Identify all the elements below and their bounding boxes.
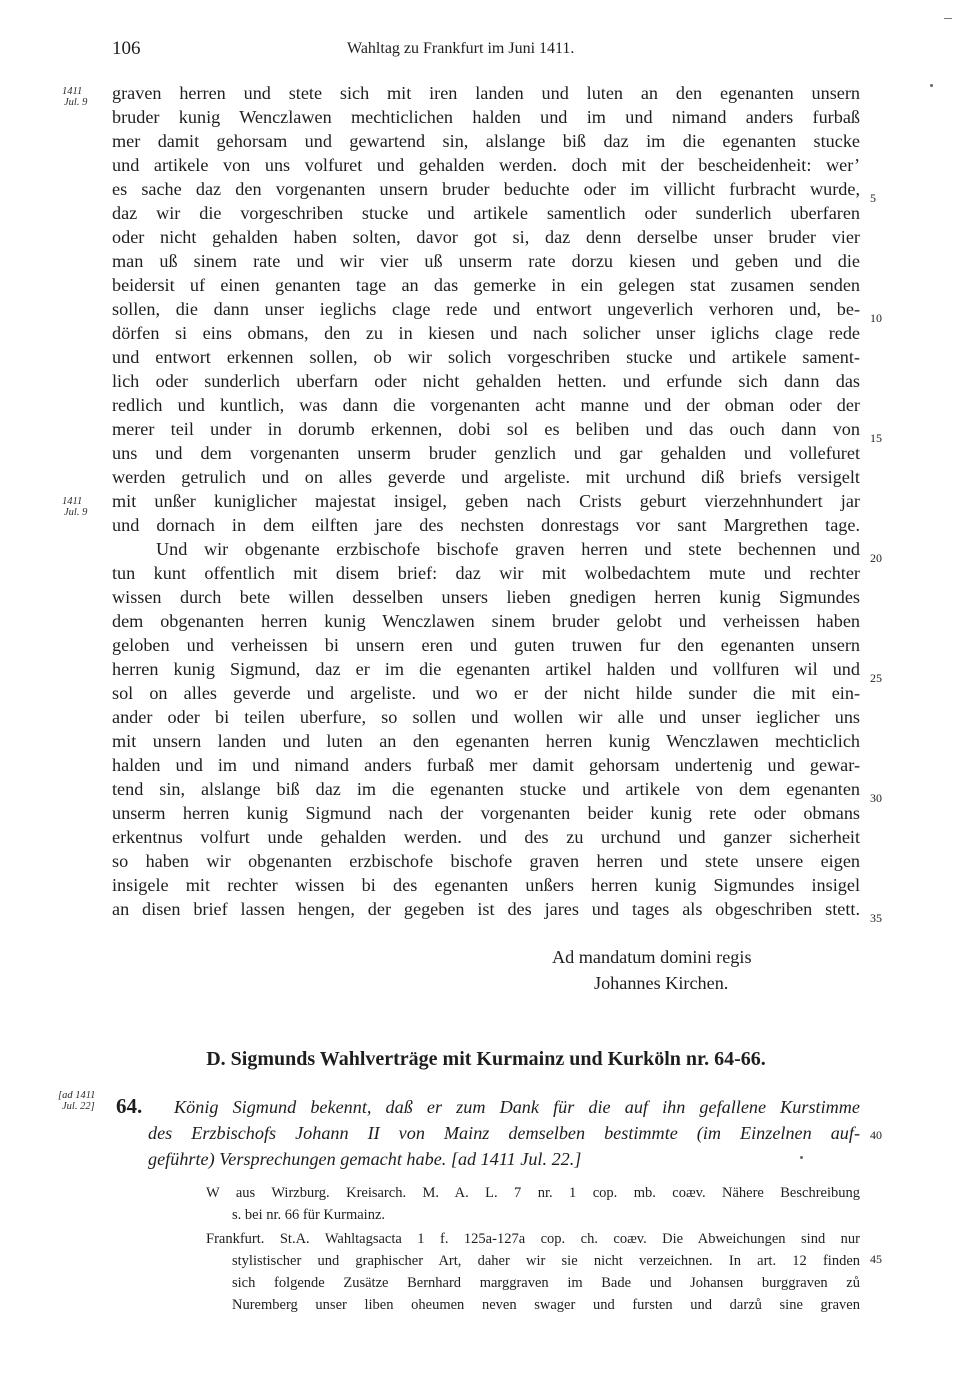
margin-date-year: 1411 [62,86,83,97]
running-head: Wahltag zu Frankfurt im Juni 1411. [347,40,575,57]
text-line: lich oder sunderlich uberfarn oder nicht gehalden hetten. und erfunde sich dann das [112,371,860,391]
text-line: und entwort erkennen sollen, ob wir solich vorgeschriben stucke und artikele sament- [112,347,860,367]
text-line: sollen, die dann unser ieglichs clage rede und entwort ungeverlich verhoren und, be- [112,299,860,319]
abstract-line: geführte) Versprechungen gemacht habe. [ad 1411 Jul. 22.] [148,1149,582,1169]
text-line: so haben wir obgenanten erzbischofe bischofe graven herren und stete unsere eigen [112,851,860,871]
page-header [112,38,860,68]
text-line: erkentnus volfurt unde gehalden werden. und des zu urchund und ganzer sicherheit [112,827,860,847]
text-line: insigele mit rechter wissen bi des egenanten unßers herren kunig Sigmundes insigel [112,875,860,895]
section-heading: D. Sigmunds Wahlverträge mit Kurmainz und Kurköln nr. 64-66. [206,1048,766,1070]
line-number: 25 [870,671,882,685]
text-line: an disen brief lassen hengen, der gegeben ist des jares und tages als obgeschriben stett. [112,899,860,919]
text-line: oder nicht gehalden haben solten, davor got si, daz denn derselbe unser bruder vier [112,227,860,247]
abstract-line: König Sigmund bekennt, daß er zum Dank für die auf ihn gefallene Kurstimme [174,1097,860,1117]
line-number: 30 [870,791,882,805]
text-line: merer teil under in dorumb erkennen, dobi sol es beliben und das ouch dann von [112,419,860,439]
text-line: uns und dem vorgenanten unserm bruder genzlich und gar gehalden und vollefuret [112,443,860,463]
text-line: halden und im und nimand anders furbaß mer damit gehorsam undertenig und gewar- [112,755,860,775]
signature-line: Ad mandatum domini regis [552,947,752,967]
source-note-line: s. bei nr. 66 für Kurmainz. [232,1207,386,1223]
text-line: Und wir obgenante erzbischofe bischofe graven herren und stete bechennen und [156,539,860,559]
source-note-line: W aus Wirzburg. Kreisarch. M. A. L. 7 nr. 1 cop. mb. coæv. Nähere Beschreibung [206,1185,860,1201]
text-line: werden getrulich und on alles geverde und argeliste. mit urchund diß briefs versigelt [112,467,860,487]
line-number: 20 [870,551,882,565]
text-line: tend sin, alslange biß daz im die egenanten stucke und artikele von dem egenanten [112,779,860,799]
margin-date-year: 1411 [62,496,83,507]
line-number: 45 [870,1252,882,1266]
source-note-line: sich folgende Zusätze Bernhard marggraven im Bade und Johansen burggraven zů [232,1275,860,1291]
text-line: unserm herren kunig Sigmund nach der vorgenanten beider kunig rete oder obmans [112,803,860,823]
text-line: geloben und verheissen bi unsern eren und guten truwen fur den egenanten unsern [112,635,860,655]
text-line: beidersit uf einen genanten tage an das gemerke in ein gelegen stat zusamen senden [112,275,860,295]
source-note-line: Nuremberg unser liben oheumen neven swager und fursten und darzů sine graven [232,1297,860,1313]
text-line: bruder kunig Wenczlawen mechticlichen halden und im und nimand anders furbaß [112,107,860,127]
text-line: mer damit gehorsam und gewartend sin, alslange biß daz im die egenanten stucke [112,131,860,151]
page-number: 106 [112,38,141,59]
text-line: daz wir die vorgeschriben stucke und artikele samentlich oder sunderlich uberfaren [112,203,860,223]
text-line: redlich und kuntlich, was dann die vorgenanten acht manne und der obman oder der [112,395,860,415]
text-line: es sache daz den vorgenanten unsern bruder beduchte oder im villicht furbracht wurde, [112,179,860,199]
text-line: mit unßer kuniglicher majestat insigel, geben nach Crists geburt vierzehnhundert jar [112,491,860,511]
margin-date-note-document [58,1090,95,1112]
source-note-line: Frankfurt. St.A. Wahltagsacta 1 f. 125a-127a cop. ch. coæv. Die Abweichungen sind nur [206,1231,860,1247]
text-line: man uß sinem rate und wir vier uß unserm rate dorzu kiesen und geben und die [112,251,860,271]
margin-date-year: [ad 1411 [58,1090,96,1101]
text-line: ander oder bi teilen uberfure, so sollen und wollen wir alle und unser ieglicher uns [112,707,860,727]
text-line: dem obgenanten herren kunig Wenczlawen sinem bruder gelobt und verheissen haben [112,611,860,631]
text-line: tun kunt offentlich mit disem brief: daz wir mit wolbedachtem mute und rechter [112,563,860,583]
text-line: und dornach in dem eilften jare des nechsten donrestags vor sant Margrethen tage. [112,515,860,535]
margin-date-day: Jul. 9 [64,507,88,518]
text-line: dörfen si eins obmans, den zu in kiesen und nach solicher unser iglichs clage rede [112,323,860,343]
line-number: 35 [870,911,882,925]
margin-date-day: Jul. 22] [62,1101,95,1112]
line-number: 5 [870,191,876,205]
document-number: 64. [116,1094,143,1118]
line-number: 40 [870,1128,882,1142]
margin-date-day: Jul. 9 [64,97,88,108]
line-number: 10 [870,311,882,325]
text-line: graven herren und stete sich mit iren landen und luten an den egenanten unsern [112,83,860,103]
text-line: herren kunig Sigmund, daz er im die egenanten artikel halden und vollfuren wil und [112,659,860,679]
text-line: sol on alles geverde und argeliste. und wo er der nicht hilde sunder die mit ein- [112,683,860,703]
scan-mark [944,18,952,19]
line-number: 15 [870,431,882,445]
source-note-line: stylistischer und graphischer Art, daher wir sie nicht verzeichnen. In art. 12 finden [232,1253,860,1269]
text-line: wissen durch bete willen desselben unsers lieben gnedigen herren kunig Sigmundes [112,587,860,607]
text-line: und artikele von uns volfuret und gehalden werden. doch mit der bescheidenheit: wer’ [112,155,860,175]
margin-date-note-top [62,86,87,108]
margin-date-note-middle [62,496,87,518]
scan-speck [930,84,933,87]
abstract-line: des Erzbischofs Johann II von Mainz demselben bestimmte (im Einzelnen auf- [148,1123,860,1143]
text-line: mit unsern landen und luten an den egenanten herren kunig Wenczlawen mechticlich [112,731,860,751]
signature-line: Johannes Kirchen. [594,973,729,993]
scan-speck [800,1156,803,1159]
